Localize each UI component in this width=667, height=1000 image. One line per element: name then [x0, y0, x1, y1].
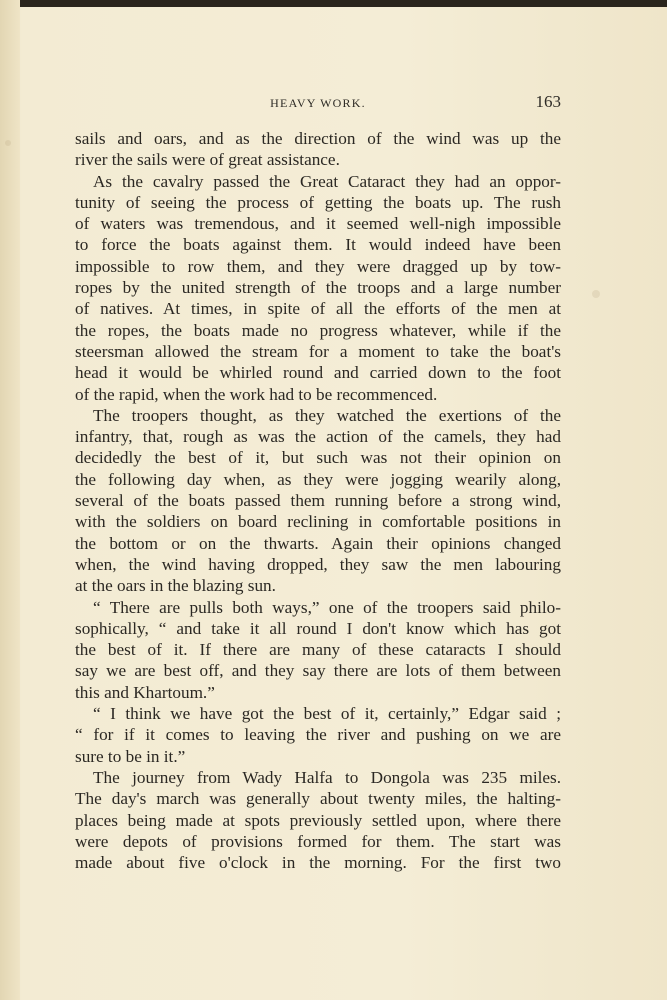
text-line: “ There are pulls both ways,” one of the troopers said philo- — [93, 597, 561, 617]
text-line: places being made at spots previously settled upon, where there — [75, 810, 561, 830]
paper-stain — [5, 140, 11, 146]
text-line: with the soldiers on board reclining in comfortable positions in — [75, 512, 561, 532]
text-line: ropes by the united strength of the troops and a large number — [75, 278, 561, 298]
paper-stain — [592, 290, 600, 298]
text-line: “ for if it comes to leaving the river and pushing on we are — [75, 725, 561, 745]
text-line: infantry, that, rough as was the action of the camels, they had — [75, 427, 561, 447]
text-line: this and Khartoum.” — [75, 682, 215, 702]
text-line: As the cavalry passed the Great Cataract they had an oppor- — [93, 171, 561, 191]
text-line: of the rapid, when the work had to be recommenced. — [75, 384, 438, 404]
text-line: The troopers thought, as they watched the exertions of the — [93, 405, 561, 425]
text-line: to force the boats against them. It would indeed have been — [75, 235, 561, 255]
page-gutter — [0, 0, 20, 1000]
text-line: of natives. At times, in spite of all the efforts of the men at — [75, 299, 561, 319]
text-line: sure to be in it.” — [75, 746, 186, 766]
text-line: at the oars in the blazing sun. — [75, 576, 276, 596]
page-number: 163 — [535, 92, 561, 111]
text-line: decidedly the best of it, but such was not their opinion on — [75, 448, 561, 468]
text-line: “ I think we have got the best of it, certainly,” Edgar said ; — [93, 704, 561, 724]
text-line: steersman allowed the stream for a moment to take the boat's — [75, 341, 561, 361]
running-head: HEAVY WORK. — [270, 96, 366, 110]
text-line: of waters was tremendous, and it seemed well-nigh impossible — [75, 214, 561, 234]
text-line: impossible to row them, and they were dragged up by tow- — [75, 256, 561, 276]
text-line: The day's march was generally about twenty miles, the halting- — [75, 789, 561, 809]
text-line: head it would be whirled round and carried down to the foot — [75, 363, 561, 383]
text-line: made about five o'clock in the morning. For the first two — [75, 853, 561, 873]
text-line: river the sails were of great assistance. — [75, 150, 340, 170]
text-line: were depots of provisions formed for them. The start was — [75, 831, 561, 851]
page-header — [75, 92, 561, 114]
text-line: when, the wind having dropped, they saw the men labouring — [75, 554, 561, 574]
text-line: The journey from Wady Halfa to Dongola was 235 miles. — [93, 767, 561, 787]
text-line: several of the boats passed them running before a strong wind, — [75, 491, 561, 511]
text-line: the following day when, as they were jogging wearily along, — [75, 469, 561, 489]
text-line: tunity of seeing the process of getting the boats up. The rush — [75, 192, 561, 212]
page-top-border — [20, 0, 667, 7]
text-line: the ropes, the boats made no progress whatever, while if the — [75, 320, 561, 340]
text-line: sophically, “ and take it all round I don't know which has got — [75, 618, 561, 638]
text-line: the bottom or on the thwarts. Again their opinions changed — [75, 533, 561, 553]
text-line: sails and oars, and as the direction of the wind was up the — [75, 129, 561, 148]
body-text — [75, 128, 561, 873]
text-line: the best of it. If there are many of these cataracts I should — [75, 640, 561, 660]
text-line: say we are best off, and they say there are lots of them between — [75, 661, 561, 681]
